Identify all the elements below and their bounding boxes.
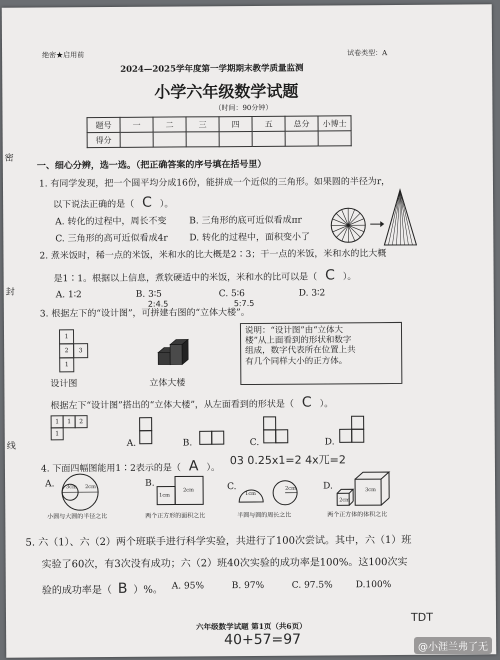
label-design: 设计图 [50, 379, 78, 390]
q3-option-c: C. [249, 437, 260, 448]
q1-line2: 以下说法正确的是（ C ）。 [53, 194, 174, 211]
q5-option-a: A. 95% [171, 581, 205, 592]
triangle-figure [383, 189, 417, 247]
q3-callout [240, 322, 402, 385]
callout-line: 说明：“设计图”由“立体大 [244, 325, 344, 337]
q3-answer: C [301, 394, 312, 411]
handwriting-side: TDT [410, 610, 433, 624]
watermark: @小涯兰弗了无 [414, 637, 492, 654]
q4-caption-d: 两个正方体的体积之比 [327, 511, 388, 519]
score-cell[interactable] [219, 131, 252, 146]
q4-option-b: B. [145, 478, 155, 489]
q4-figure-a [55, 472, 105, 512]
q4-option-a: A. [45, 479, 55, 490]
handwriting-calc: 40+57=97 [224, 631, 302, 649]
figD-label: 2cm [339, 497, 350, 504]
score-header: 三 [186, 117, 219, 132]
q3-shape-c [263, 416, 293, 446]
callout-line: 有几个同样大小的正方体。 [245, 355, 348, 367]
q3-option-d: D. [324, 437, 335, 448]
figC-label: 2cm [285, 485, 296, 492]
margin-label-feng: 封 [5, 287, 15, 298]
score-header: 小博士 [318, 116, 351, 131]
q1-option-d: D. 转化的过程中，面积变小了 [189, 232, 311, 244]
q3-line2: 根据左下“设计图”搭出的“立体大楼”，从左面看到的形状是（ C ）。 [50, 394, 334, 412]
q4-option-d: D. [323, 481, 333, 492]
q4-caption-b: 两个正方形的面积之比 [145, 512, 206, 520]
q2-line2: 是1∶1。根据以上信息，煮软硬适中的米饭，米和水的比可以是（ C ）。 [53, 267, 357, 285]
small-design-grid [51, 415, 91, 445]
grid-cell: 3 [73, 343, 88, 358]
q5-line2: 实验了60次，有3次没有成功；六（2）班40次实验的成功率是100%。这100次实 [41, 556, 408, 571]
q4-figure-b [155, 474, 205, 508]
q2-answer: C [325, 267, 335, 284]
grid-cell: 1 [59, 329, 74, 344]
figD-label: 3cm [365, 487, 376, 494]
exam-type: 试卷类型：A [347, 49, 388, 58]
secret-mark: 绝密★启用前 [42, 51, 85, 60]
q2-option-c: C. 5∶6 [218, 289, 245, 300]
q4-scribble: 03 0.25x1=2 4x兀=2 [229, 453, 346, 468]
q3-line1: 3. 根据左下的“设计图”，可拼建右图的“立体大楼”。 [39, 307, 250, 320]
q3-option-a: A. [126, 438, 137, 449]
q4-option-c: C. [227, 482, 237, 493]
q5-line1: 5. 六（1）、六（2）两个班联手进行科学实验，共进行了100次尝试。其中，六（1）班 [25, 534, 412, 549]
q3-shape-d [339, 415, 369, 445]
q5-option-c: C. 97.5% [291, 580, 333, 591]
arrow-icon [370, 219, 384, 229]
q4-caption-c: 半圆与圆的周长之比 [237, 511, 292, 520]
exam-paper [2, 4, 497, 657]
score-header: 一 [120, 117, 153, 132]
score-header: 二 [153, 117, 186, 132]
callout-line: 组成，数字代表所在位置上共 [245, 345, 356, 357]
margin-label-xian: 线 [6, 441, 16, 452]
section-heading: 一、细心分辨，选一选。（把正确答案的序号填在括号里） [36, 159, 267, 172]
grid-cell: 1 [51, 427, 64, 440]
q5-option-b: B. 97% [231, 580, 265, 592]
q1-option-a: A. 转化的过程中，周长不变 [55, 216, 167, 228]
design-grid [59, 329, 99, 369]
label-building: 立体大楼 [149, 378, 186, 389]
q2-option-b: B. 3∶5 [135, 289, 162, 300]
q1-option-c: C. 三角形的高可近似看成4r [55, 233, 168, 245]
page-footer: 六年级数学试题 第1页（共6页） [196, 621, 307, 632]
q4-line1: 4. 下面四幅图能用1∶2表示的是（ A ）。 [40, 458, 220, 475]
q4-answer: A [188, 458, 199, 475]
q5-answer: B [117, 580, 128, 597]
figC-label: 1cm [245, 490, 256, 498]
q2-note-c: 5:7.5 [233, 298, 255, 309]
q1-option-b: B. 三角形的底可近似看成πr [189, 215, 302, 227]
score-cell[interactable] [285, 131, 318, 146]
grid-cell: 1 [51, 415, 64, 428]
score-table [87, 115, 352, 148]
cube-building-figure [156, 336, 192, 368]
sliced-circle-figure [328, 205, 368, 245]
score-row [87, 131, 351, 148]
q2-option-a: A. 1∶2 [55, 290, 82, 301]
figB-label: 1cm [159, 492, 170, 499]
figB-label: 2cm [183, 487, 194, 494]
score-cell[interactable] [252, 131, 285, 146]
score-row-label: 得分 [87, 132, 120, 147]
score-header: 四 [219, 116, 252, 131]
score-cell[interactable] [186, 132, 219, 147]
score-cell[interactable] [120, 132, 153, 147]
margin-label-mi: 密 [4, 153, 14, 164]
score-cell[interactable] [318, 131, 351, 146]
q1-answer: C [142, 194, 152, 211]
q5-line3: 验的成功率是（ B ）%。 [41, 580, 163, 597]
q5-option-d: D.100% [355, 580, 392, 591]
q2-option-d: D. 3∶2 [298, 288, 326, 299]
grid-cell: 1 [59, 357, 74, 372]
score-cell[interactable] [153, 132, 186, 147]
q1-line1: 1. 有同学发现，把一个圆平均分成16份，能拼成一个近似的三角形。如果圆的半径为r， [38, 177, 391, 190]
q3-option-b: B. [182, 438, 193, 449]
score-header: 题号 [87, 117, 120, 132]
grid-cell: 1 [63, 415, 76, 428]
q4-caption-a: 小圆与大圆的半径之比 [47, 512, 108, 521]
grid-cell: 2 [75, 415, 88, 428]
q2-note-b: 2:4.5 [147, 299, 169, 309]
grid-cell: 2 [59, 343, 74, 358]
q2-line1: 2. 煮米饭时，稀一点的米饭，米和水的比大概是2∶3；干一点的米饭，米和水的比大概 [39, 249, 387, 262]
semester-title: 2024—2025学年度第一学期期末教学质量监测 [120, 63, 304, 75]
q3-shape-b [199, 430, 227, 446]
score-header: 五 [252, 116, 285, 131]
score-header: 总分 [285, 116, 318, 131]
page-title: 小学六年级数学试题 [154, 81, 299, 102]
q3-shape-a [139, 417, 153, 447]
figA-label: 3cm [66, 484, 77, 491]
time-note: （时间：90分钟） [214, 103, 273, 113]
callout-line: 楼”从上面看到的形状和数字 [245, 335, 352, 347]
figA-label: 2cm [85, 484, 96, 491]
